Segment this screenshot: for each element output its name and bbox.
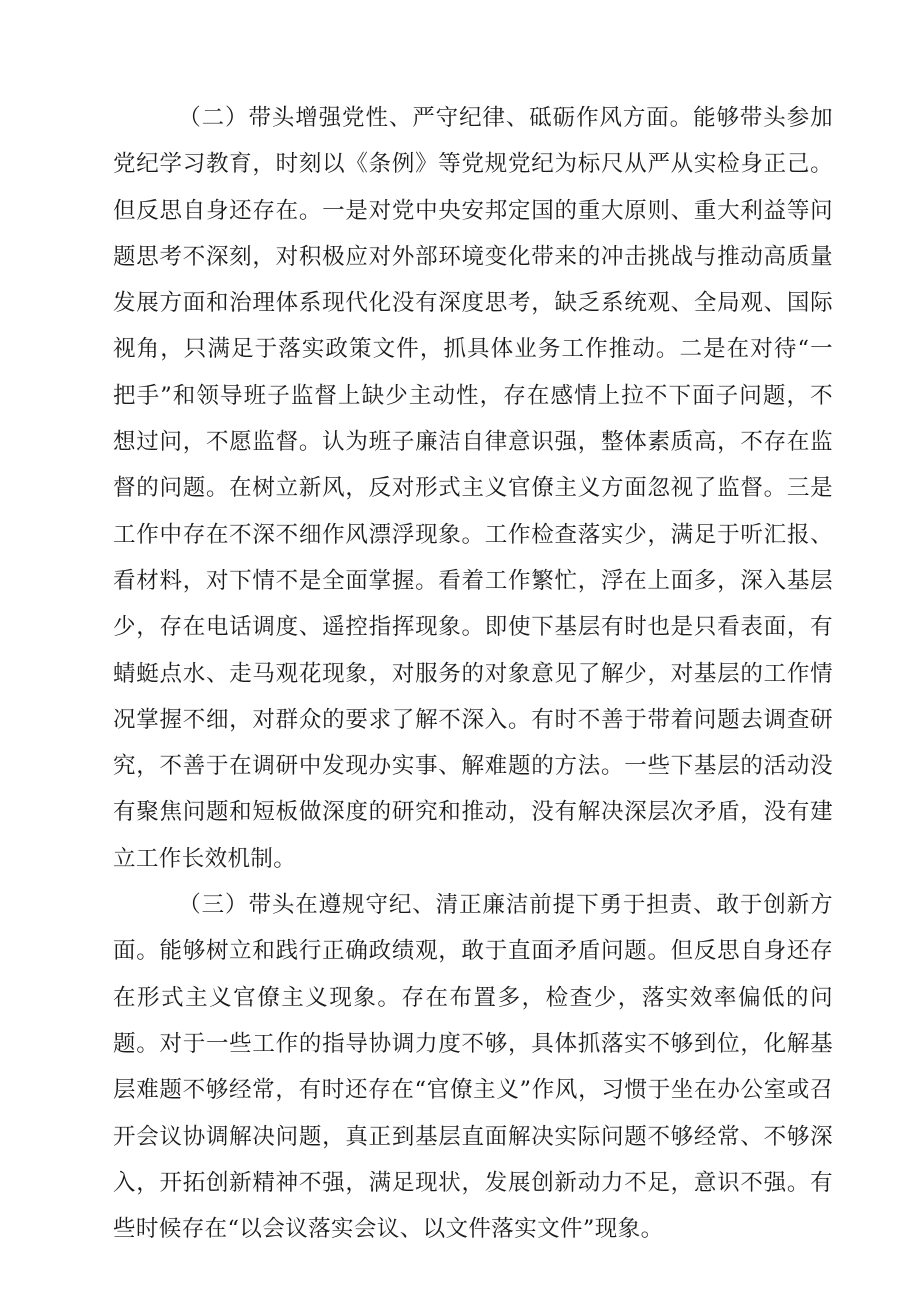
document-body <box>113 95 833 1252</box>
paragraph-section-three: （三）带头在遵规守纪、清正廉洁前提下勇于担责、敢于创新方面。能够树立和践行正确政绩观，敢于直面矛盾问题。但反思自身还存在形式主义官僚主义现象。存在布置多，检查少，落实效率偏低的问题。对于一些工作的指导协调力度不够，具体抓落实不够到位，化解基层难题不够经常，有时还存在“官僚主义”作风，习惯于坐在办公室或召开会议协调解决问题，真正到基层直面解决实际问题不够经常、不够深入，开拓创新精神不强，满足现状，发展创新动力不足，意识不强。有些时候存在“以会议落实会议、以文件落实文件”现象。 <box>113 892 833 1243</box>
paragraph-section-two: （二）带头增强党性、严守纪律、砥砺作风方面。能够带头参加党纪学习教育，时刻以《条例》等党规党纪为标尺从严从实检身正己。但反思自身还存在。一是对党中央安邦定国的重大原则、重大利益等问题思考不深刻，对积极应对外部环境变化带来的冲击挑战与推动高质量发展方面和治理体系现代化没有深度思考，缺乏系统观、全局观、国际视角，只满足于落实政策文件，抓具体业务工作推动。二是在对待“一把手”和领导班子监督上缺少主动性，存在感情上拉不下面子问题，不想过问，不愿监督。认为班子廉洁自律意识强，整体素质高，不存在监督的问题。在树立新风，反对形式主义官僚主义方面忽视了监督。三是工作中存在不深不细作风漂浮现象。工作检查落实少，满足于听汇报、看材料，对下情不是全面掌握。看着工作繁忙，浮在上面多，深入基层少，存在电话调度、遥控指挥现象。即使下基层有时也是只看表面，有蜻蜓点水、走马观花现象，对服务的对象意见了解少，对基层的工作情况掌握不细，对群众的要求了解不深入。有时不善于带着问题去调查研究，不善于在调研中发现办实事、解难题的方法。一些下基层的活动没有聚焦问题和短板做深度的研究和推动，没有解决深层次矛盾，没有建立工作长效机制。 <box>113 105 833 872</box>
